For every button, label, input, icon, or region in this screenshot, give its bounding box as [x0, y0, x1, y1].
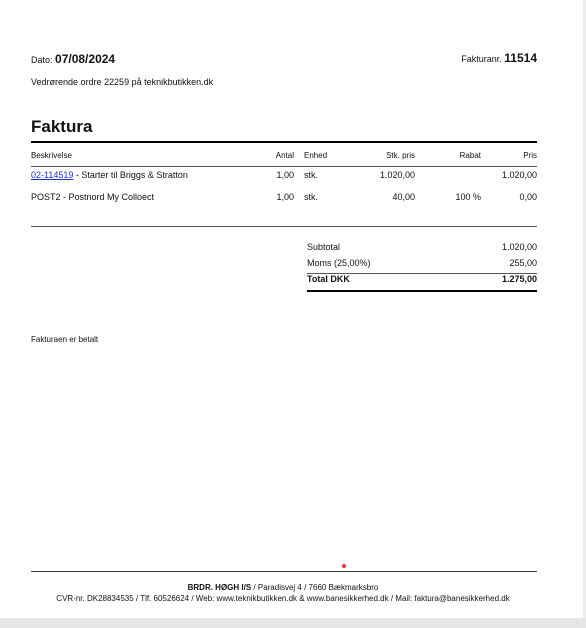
header-divider: [31, 166, 537, 167]
row-unit-price: 1.020,00: [379, 170, 415, 180]
date-field: [31, 52, 115, 66]
vat-row: [307, 255, 537, 271]
row-description-text: - Starter til Briggs & Stratton: [73, 170, 188, 180]
subtotal-value: 1.020,00: [501, 242, 537, 252]
vat-label: Moms (25,00%): [307, 258, 371, 268]
table-header-row: [31, 146, 537, 164]
column-header-quantity: Antal: [275, 150, 294, 160]
total-value: 1.275,00: [501, 274, 537, 284]
order-reference: Vedrørende ordre 22259 på teknikbutikken.dk: [31, 77, 214, 87]
row-description: [31, 164, 251, 186]
subtotal-label: Subtotal: [307, 242, 341, 252]
column-header-description: Beskrivelse: [31, 150, 72, 160]
payment-status-note: Fakturaen er betalt: [31, 335, 99, 344]
invoice-number-label: Fakturanr.: [461, 54, 502, 64]
footer-address: / Paradisvej 4 / 7660 Bækmarksbro: [251, 583, 379, 592]
total-underline: [307, 290, 537, 292]
column-header-price: Pris: [523, 150, 537, 160]
subtotal-row: [307, 239, 537, 255]
invoice-number-field: [461, 51, 537, 65]
invoice-number-value: 11514: [504, 51, 537, 65]
total-divider: [307, 273, 537, 274]
totals-table: [307, 239, 537, 287]
row-discount: 100 %: [455, 192, 481, 202]
row-total: 1.020,00: [501, 170, 537, 180]
footer-company-line: [0, 583, 566, 592]
date-label: Dato:: [31, 55, 53, 65]
vat-value: 255,00: [509, 258, 537, 268]
row-total: 0,00: [519, 192, 537, 202]
row-quantity: 1,00: [276, 170, 294, 180]
footer-company-name: BRDR. HØGH I/S: [187, 583, 252, 592]
viewer-bottom-strip: [0, 618, 586, 628]
table-row: [31, 164, 537, 186]
row-unit: stk.: [304, 192, 319, 202]
footer-divider: [31, 571, 537, 572]
date-value: 07/08/2024: [55, 52, 116, 66]
footer-contact-line: CVR-nr. DK28834535 / Tlf. 60526624 / Web: www.teknikbutikken.dk & www.banesikkerhed.dk / Mail: faktura@banesikkerhed.dk: [56, 594, 510, 603]
row-unit: stk.: [304, 170, 319, 180]
row-quantity: 1,00: [276, 192, 294, 202]
total-label: Total DKK: [307, 274, 350, 284]
page-title: Faktura: [31, 117, 93, 136]
row-description: POST2 - Postnord My Colloect: [31, 192, 155, 202]
column-header-unit: Enhed: [304, 150, 328, 160]
row-unit-price: 40,00: [392, 192, 415, 202]
column-header-unit-price: Stk. pris: [386, 150, 415, 160]
column-header-discount: Rabat: [459, 150, 481, 160]
line-items-table: [31, 146, 537, 208]
product-code-link[interactable]: 02-114519: [31, 170, 74, 180]
row-discount: [415, 164, 481, 186]
table-bottom-divider: [31, 226, 537, 227]
red-dot-marker: [342, 564, 346, 568]
title-underline: [31, 141, 537, 143]
table-row: [31, 186, 537, 208]
